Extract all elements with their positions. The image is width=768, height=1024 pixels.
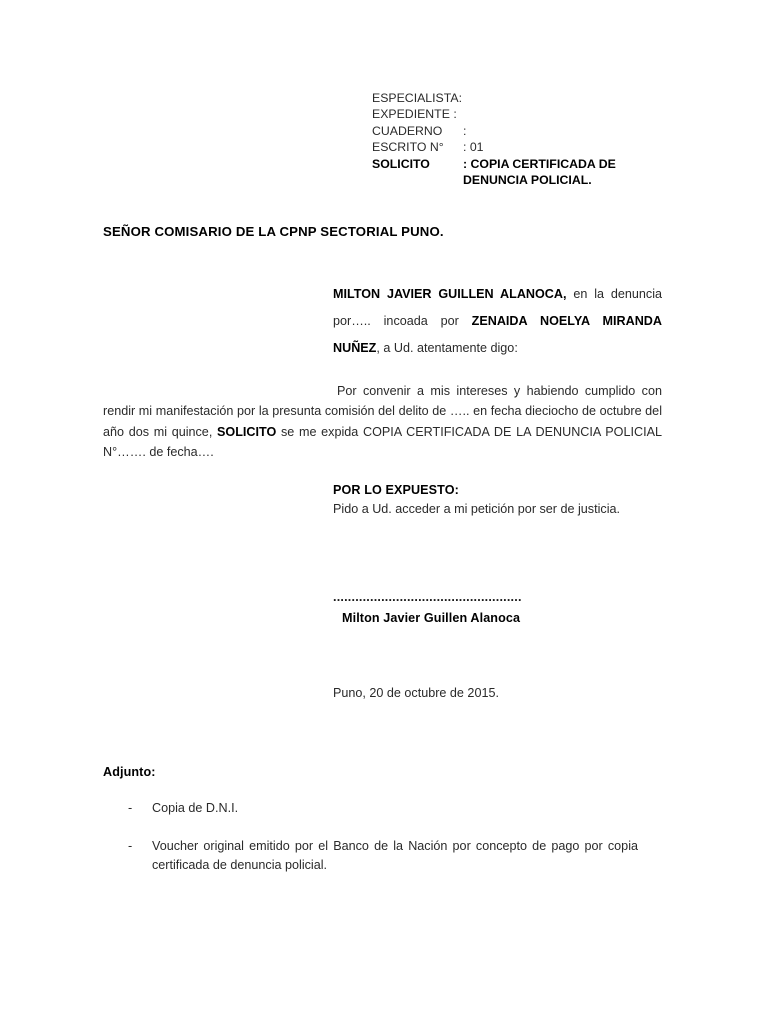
party-middle-text: en la denuncia por….. incoada por: [333, 286, 662, 328]
respondent-name: ZENAIDA NOELYA MIRANDA NUÑEZ: [333, 313, 662, 355]
body-emphasis-solicito: SOLICITO: [217, 424, 277, 439]
list-item: [103, 799, 662, 819]
document-header-block: [372, 90, 662, 188]
header-row-escrito: [372, 139, 662, 155]
party-identification-paragraph: [333, 281, 662, 362]
body-text-part2: se me expida COPIA CERTIFICADA DE LA DENUNCIA POLICIAL N°……. de fecha….: [103, 424, 662, 460]
header-label-cuaderno: CUADERNO: [372, 123, 443, 138]
header-value-escrito: : 01: [463, 140, 484, 155]
adjunto-item-text: Copia de D.N.I.: [152, 801, 239, 815]
list-item: [103, 837, 662, 876]
signature-block: [333, 590, 633, 625]
adjunto-list: [103, 799, 662, 894]
adjunto-title: Adjunto:: [103, 765, 156, 779]
por-lo-expuesto-block: [333, 481, 663, 519]
signature-line: ...................................................: [333, 590, 522, 604]
party-closing-text: , a Ud. atentamente digo:: [376, 340, 518, 355]
header-row-solicito: [372, 156, 662, 172]
body-paragraph: [103, 381, 662, 463]
header-row-cuaderno: [372, 123, 662, 139]
por-lo-expuesto-title: POR LO EXPUESTO:: [333, 483, 459, 497]
header-label-especialista: ESPECIALISTA:: [372, 91, 462, 105]
body-text-part1: Por convenir a mis intereses y habiendo cumplido con rendir mi manifestación por la presunta comisión del delito de ….. en fecha dieciocho de octubre del año dos mi quince,: [103, 383, 662, 439]
bullet-dash-icon: -: [128, 838, 133, 853]
header-row-especialista: [372, 90, 662, 106]
adjunto-item-text: Voucher original emitido por el Banco de la Nación por concepto de pago por copia certificada de denuncia policial.: [152, 838, 638, 872]
header-label-solicito: SOLICITO: [372, 156, 430, 171]
header-label-escrito: ESCRITO N°: [372, 140, 444, 155]
header-value-cuaderno: :: [463, 123, 467, 138]
bullet-dash-icon: -: [128, 801, 133, 815]
por-lo-expuesto-text: Pido a Ud. acceder a mi petición por ser de justicia.: [333, 502, 620, 516]
addressee-line: SEÑOR COMISARIO DE LA CPNP SECTORIAL PUNO.: [103, 224, 444, 239]
header-label-expediente: EXPEDIENTE :: [372, 107, 457, 122]
header-value-solicito-line2: DENUNCIA POLICIAL.: [463, 173, 592, 188]
petitioner-name: MILTON JAVIER GUILLEN ALANOCA,: [333, 286, 567, 301]
place-and-date: Puno, 20 de octubre de 2015.: [333, 686, 499, 700]
header-row-expediente: [372, 106, 662, 122]
signature-name: Milton Javier Guillen Alanoca: [342, 611, 521, 625]
header-value-solicito: : COPIA CERTIFICADA DE: [463, 156, 616, 171]
